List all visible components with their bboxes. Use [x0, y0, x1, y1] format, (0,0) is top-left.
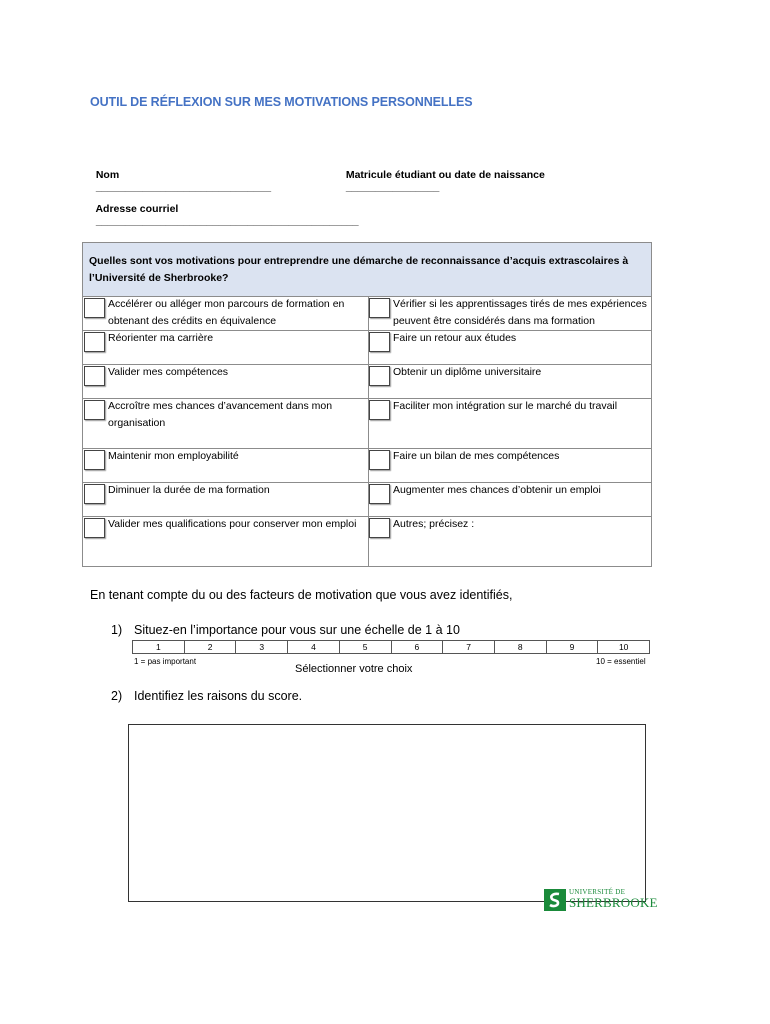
- option-label: Maintenir mon employabilité: [108, 450, 239, 462]
- universite-sherbrooke-logo: [544, 888, 660, 912]
- scale-option[interactable]: 9: [547, 641, 599, 653]
- reasons-textbox[interactable]: [128, 724, 646, 902]
- scale-low-label: 1 = pas important: [134, 657, 197, 666]
- option-label: Augmenter mes chances d’obtenir un emploi: [393, 484, 601, 496]
- option-checkbox[interactable]: [84, 518, 105, 538]
- question-2-number: 2): [111, 689, 123, 703]
- option-checkbox[interactable]: [84, 484, 105, 504]
- scale-option[interactable]: 1: [133, 641, 185, 653]
- option-checkbox[interactable]: [369, 298, 390, 318]
- scale-option[interactable]: 8: [495, 641, 547, 653]
- option-checkbox[interactable]: [84, 298, 105, 318]
- matricule-row: [340, 157, 545, 193]
- option-label: Faire un bilan de mes compétences: [393, 450, 560, 462]
- scale-high-label: 10 = essentiel: [596, 657, 646, 666]
- option-checkbox[interactable]: [369, 400, 390, 420]
- matricule-label: Matricule étudiant ou date de naissance: [345, 169, 545, 181]
- nom-label: Nom: [95, 169, 120, 181]
- scale-option[interactable]: 3: [236, 641, 288, 653]
- option-checkbox[interactable]: [84, 450, 105, 470]
- scale-option[interactable]: 4: [288, 641, 340, 653]
- option-label: Accélérer ou alléger mon parcours de formation en obtenant des crédits en équivalence: [108, 298, 345, 327]
- scale-option[interactable]: 6: [392, 641, 444, 653]
- scale-option[interactable]: 10: [618, 642, 629, 652]
- nom-row: [90, 157, 271, 193]
- option-label: Vérifier si les apprentissages tirés de mes expériences peuvent être considérés dans ma formation: [393, 298, 647, 327]
- option-checkbox[interactable]: [369, 450, 390, 470]
- question-1-number: 1): [111, 623, 123, 637]
- scale-option[interactable]: 5: [340, 641, 392, 653]
- option-label: Réorienter ma carrière: [108, 332, 214, 344]
- motivations-table: [82, 242, 652, 567]
- question-2-text: Identifiez les raisons du score.: [134, 689, 303, 703]
- option-label: Faire un retour aux études: [393, 332, 517, 344]
- table-header: [83, 243, 651, 297]
- table-question: Quelles sont vos motivations pour entreprendre une démarche de reconnaissance d’acquis extrascolaires à l’Université de Sherbrooke?: [89, 255, 629, 284]
- option-checkbox[interactable]: [369, 484, 390, 504]
- option-checkbox[interactable]: [369, 332, 390, 352]
- option-checkbox[interactable]: [369, 366, 390, 386]
- option-checkbox[interactable]: [84, 366, 105, 386]
- page-title: OUTIL DE RÉFLEXION SUR MES MOTIVATIONS PERSONNELLES: [90, 95, 473, 109]
- option-label: Autres; précisez :: [393, 518, 475, 530]
- option-label: Valider mes compétences: [108, 366, 229, 378]
- importance-scale[interactable]: [132, 640, 650, 654]
- nom-field[interactable]: ______________________________: [95, 181, 272, 193]
- option-checkbox[interactable]: [84, 400, 105, 420]
- option-label: Valider mes qualifications pour conserver mon emploi: [108, 518, 357, 530]
- courriel-field[interactable]: _____________________________________________: [95, 215, 359, 227]
- logo-line-2: SHERBROOKE: [569, 895, 658, 910]
- matricule-field[interactable]: ________________: [345, 181, 440, 193]
- option-checkbox[interactable]: [369, 518, 390, 538]
- sherbrooke-emblem-icon: [544, 889, 566, 911]
- intro-text: En tenant compte du ou des facteurs de motivation que vous avez identifiés,: [90, 588, 513, 602]
- scale-option[interactable]: 2: [185, 641, 237, 653]
- option-label: Accroître mes chances d’avancement dans mon organisation: [108, 400, 333, 429]
- option-label: Diminuer la durée de ma formation: [108, 484, 270, 496]
- logo-line-1: UNIVERSITÉ DE: [569, 888, 626, 896]
- scale-option[interactable]: 7: [443, 641, 495, 653]
- question-1-text: Situez-en l’importance pour vous sur une échelle de 1 à 10: [134, 623, 460, 637]
- courriel-row: [90, 191, 359, 227]
- option-label: Faciliter mon intégration sur le marché du travail: [393, 400, 618, 412]
- courriel-label: Adresse courriel: [95, 203, 179, 215]
- select-choice-label[interactable]: Sélectionner votre choix: [295, 663, 413, 675]
- option-checkbox[interactable]: [84, 332, 105, 352]
- option-label: Obtenir un diplôme universitaire: [393, 366, 542, 378]
